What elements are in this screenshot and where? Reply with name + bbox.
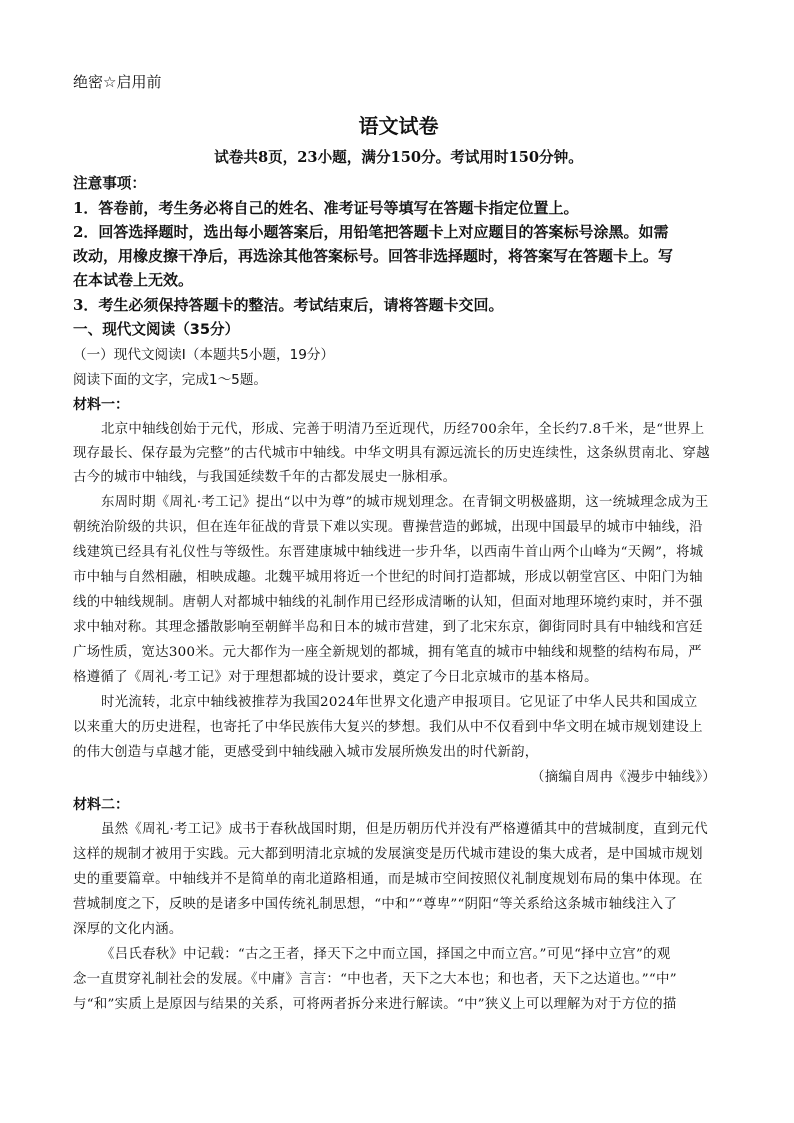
material-1-line: 线建筑已经具有礼仪性与等级性。东晋建康城中轴线进一步升华，以西南牛首山两个山峰为“天阙”，将城 [73,545,704,560]
material-2-line: 念一直贯穿礼制社会的发展。《中庸》言言：“中也者，天下之大本也；和也者，天下之达道也。”“中” [73,972,677,987]
subsection-title: （一）现代文阅读Ⅰ（本题共5小题，19分） [73,347,335,363]
reading-instruction: 阅读下面的文字，完成1～5题。 [73,372,268,388]
note-line-4: 在本试卷上无效。 [73,271,194,289]
material-1-line: 求中轴对称。其理念播散影响至朝鲜半岛和日本的城市营建，到了北宋东京，御街同时具有中轴线和宫廷 [73,620,703,635]
note-line-5: 3．考生必须保持答题卡的整洁。考试结束后，请将答题卡交回。 [73,296,504,314]
material-2-line: 虽然《周礼·考工记》成书于春秋战国时期，但是历朝历代并没有严格遵循其中的营城制度，直到元代 [101,822,708,837]
material-1-line: 古今的城市中轴线，与我国延续数千年的古都发展史一脉相承。 [73,470,457,485]
material-1-label: 材料一： [73,397,129,413]
material-2-line: 史的重要篇章。中轴线并不是简单的南北道路相通，而是城市空间按照仪礼制度规划布局的集中体现。在 [73,872,703,887]
material-2-line: 与“和”实质上是原因与结果的关系，可将两者拆分来进行解读。“中”狭义上可以理解为对于方位的描 [73,997,677,1012]
section-title: 一、现代文阅读（35分） [73,321,240,338]
notes-heading: 注意事项： [73,175,146,192]
material-1-line: 北京中轴线创始于元代，形成、完善于明清乃至近现代，历经700余年，全长约7.8千米，是“世界上 [101,422,705,437]
page-title: 语文试卷 [358,114,439,138]
exam-info: 试卷共8页，23小题，满分150分。考试用时150分钟。 [214,149,583,166]
material-1-line: 格遵循了《周礼·考工记》对于理想都城的设计要求，奠定了今日北京城市的基本格局。 [73,670,598,685]
top-secret-label: 绝密☆启用前 [73,73,162,91]
material-1-line: 东周时期《周礼·考工记》提出“以中为尊”的城市规划理念。在青铜文明极盛期，这一统城理念成为王 [101,495,709,510]
note-line-3: 改动，用橡皮擦干净后，再选涂其他答案标号。回答非选择题时，将答案写在答题卡上。写 [73,247,674,265]
material-2-line: 这样的规制才被用于实践。元大都到明清北京城的发展演变是历代城市建设的集大成者，是中国城市规划 [73,847,703,862]
material-2-line: 深厚的文化内涵。 [73,922,183,937]
material-2-line: 《吕氏春秋》中记载：“古之王者，择天下之中而立国，择国之中而立宫。”可见“择中立宫”的观 [101,947,671,962]
material-1-line: 市中轴与自然相融，相映成趣。北魏平城用将近一个世纪的时间打造都城，形成以朝堂宫区、中阳门为轴 [73,570,703,585]
material-1-line: 的伟大创造与卓越才能，更感受到中轴线融入城市发展所焕发出的时代新韵， [73,745,539,760]
note-line-2: 2．回答选择题时，选出每小题答案后，用铅笔把答题卡上对应题目的答案标号涂黑。如需 [73,223,669,241]
material-2-label: 材料二： [73,797,129,813]
material-2-line: 营城制度之下，反映的是诸多中国传统礼制思想，“中和”“尊卑”“阴阳“等关系给这条城市轴线注入了 [73,897,678,912]
material-1-line: 现存最长、保存最为完整”的古代城市中轴线。中华文明具有源远流长的历史连续性，这条纵贯南北、穿越 [73,446,710,461]
note-line-1: 1．答卷前，考生务必将自己的姓名、准考证号等填写在答题卡指定位置上。 [73,199,579,217]
material-1-source: （摘编自周冉《漫步中轴线》） [531,770,716,785]
material-1-line: 朝统治阶级的共识，但在连年征战的背景下难以实现。曹操营造的邺城，出现中国最早的城市中轴线，沿 [73,520,703,535]
material-1-line: 时光流转，北京中轴线被推荐为我国2024年世界文化遗产申报项目。它见证了中华人民共和国成立 [101,695,698,710]
material-1-line: 线的中轴线规制。唐朝人对都城中轴线的礼制作用已经形成清晰的认知，但面对地理环境约束时，并不强 [73,595,703,610]
material-1-line: 广场性质，宽达300米。元大都作为一座全新规划的都城，拥有笔直的城市中轴线和规整的结构布局，严 [73,645,702,660]
material-1-line: 以来重大的历史进程，也寄托了中华民族伟大复兴的梦想。我们从中不仅看到中华文明在城市规划建设上 [73,720,703,735]
